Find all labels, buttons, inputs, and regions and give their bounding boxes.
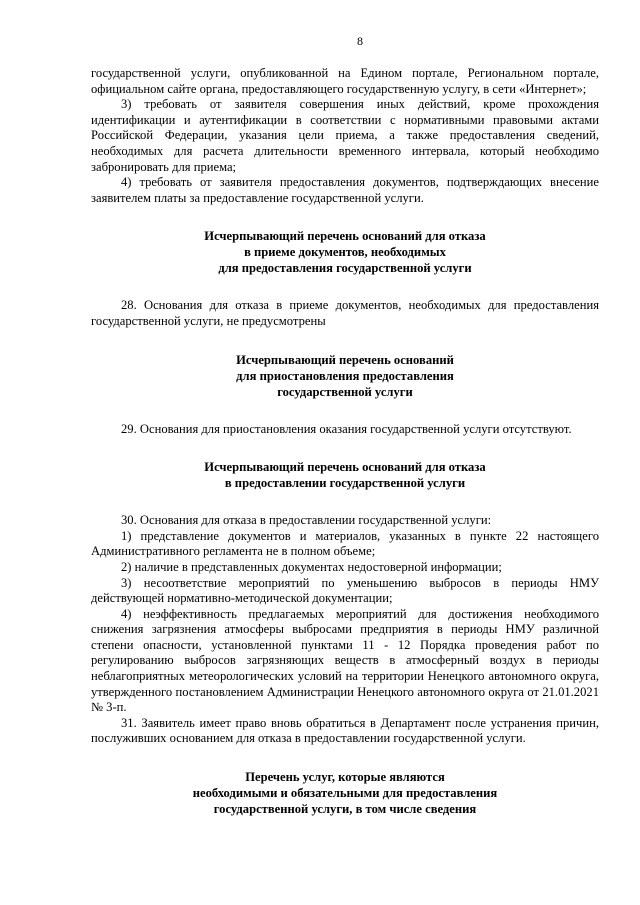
paragraph-30-item-4: 4) неэффективность предлагаемых мероприятий для достижения необходимого снижения загрязнения атмосферы выбросами предприятия в периоды НМУ различной степени опасности, установленной пунктами 11 - 12 Порядка проведения работ по регулированию выбросов загрязняющих веществ в атмосферный воздух в периоды неблагоприятных метеорологических условий на территории Ненецкого автономного округа, утвержденного постановлением Администрации Ненецкого автономного округа от 21.01.2021 № 3-п. <box>91 606 599 715</box>
heading-line: для предоставления государственной услуги <box>218 261 472 276</box>
heading-line: в предоставлении государственной услуги <box>224 476 466 491</box>
paragraph-31: 31. Заявитель имеет право вновь обратиться в Департамент после устранения причин, послуживших основанием для отказа в предоставлении государственной услуги. <box>91 715 599 746</box>
page-number: 8 <box>357 34 363 48</box>
paragraph-28: 28. Основания для отказа в приеме документов, необходимых для предоставления государственной услуги, не предусмотрены <box>91 298 599 328</box>
heading-line: необходимыми и обязательными для предоставления <box>192 786 498 801</box>
heading-line: Перечень услуг, которые являются <box>245 770 445 785</box>
document-page <box>91 34 599 817</box>
heading-line: Исчерпывающий перечень оснований для отказа <box>204 229 486 244</box>
section-heading-suspension <box>91 352 599 400</box>
section-heading-refusal-acceptance <box>91 228 599 276</box>
paragraph-portal-publication: государственной услуги, опубликованной на Едином портале, Региональном портале, официальном сайте органа, предоставляющего государственную услугу, в сети «Интернет»; <box>91 66 599 96</box>
section-heading-required-services <box>91 769 599 817</box>
paragraph-30-item-2: 2) наличие в представленных документах недостоверной информации; <box>121 559 502 574</box>
paragraph-29: 29. Основания для приостановления оказания государственной услуги отсутствуют. <box>121 421 572 436</box>
heading-line: Исчерпывающий перечень оснований <box>236 352 454 367</box>
paragraph-30-item-3: 3) несоответствие мероприятий по уменьшению выбросов в периоды НМУ действующей нормативно-методической документации; <box>91 575 599 606</box>
paragraph-30: 30. Основания для отказа в предоставлении государственной услуги: <box>121 513 492 528</box>
heading-line: государственной услуги, в том числе сведения <box>213 802 477 817</box>
heading-line: для приостановления предоставления <box>236 368 454 383</box>
heading-line: Исчерпывающий перечень оснований для отказа <box>204 460 486 475</box>
heading-line: в приеме документов, необходимых <box>244 245 446 260</box>
paragraph-item-3: 3) требовать от заявителя совершения иных действий, кроме прохождения идентификации и аутентификации в соответствии с нормативными правовыми актами Российской Федерации, указания цели приема, а также предоставления сведений, необходимых для расчета длительности временного интервала, который необходимо забронировать для приема; <box>91 97 599 174</box>
section-heading-refusal-provision <box>91 459 599 491</box>
paragraph-item-4: 4) требовать от заявителя предоставления документов, подтверждающих внесение заявителем платы за предоставление государственной услуги. <box>91 175 599 205</box>
paragraph-30-item-1: 1) представление документов и материалов, указанных в пункте 22 настоящего Административного регламента не в полном объеме; <box>91 528 599 559</box>
heading-line: государственной услуги <box>277 384 413 399</box>
